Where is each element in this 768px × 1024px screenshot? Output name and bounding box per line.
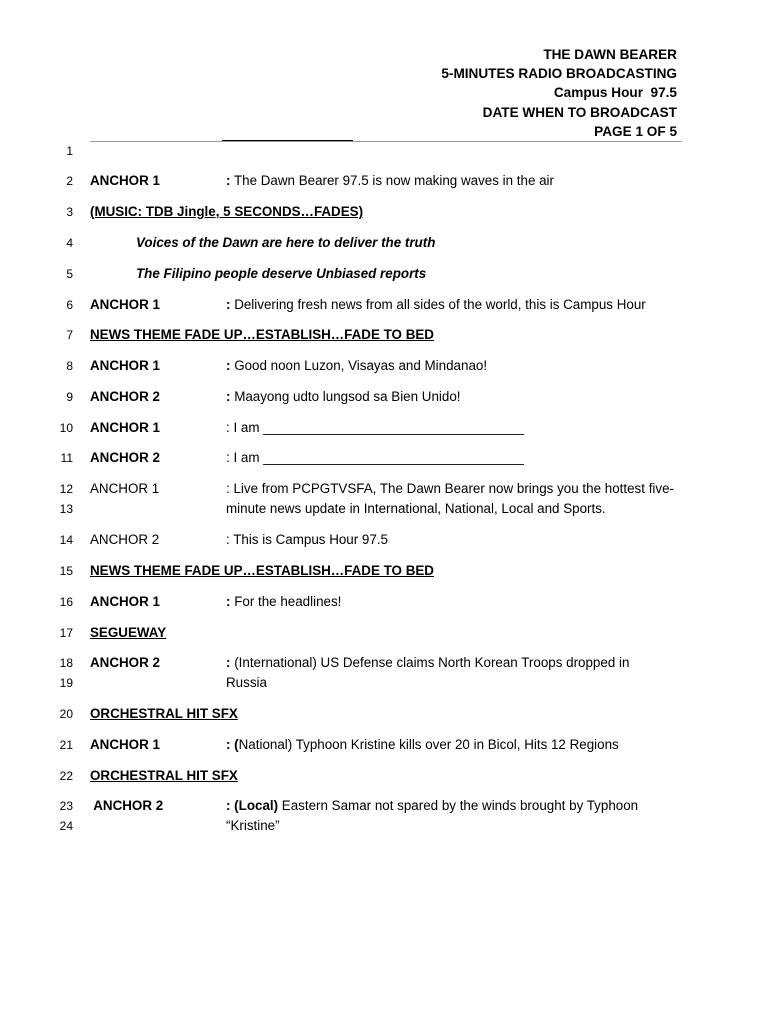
speaker-label: ANCHOR 1	[90, 737, 160, 752]
production-cue: SEGUEWAY	[90, 625, 167, 640]
dialogue-text: : I am ___________________________________	[226, 450, 524, 465]
line-number: 21	[59, 738, 73, 752]
production-cue: (MUSIC: TDB Jingle, 5 SECONDS…FADES)	[90, 204, 364, 219]
header-station: Campus Hour 97.5	[553, 85, 677, 101]
dialogue-text: : Good noon Luzon, Visayas and Mindanao!	[226, 358, 488, 373]
line-number: 3	[66, 205, 73, 219]
production-cue: ORCHESTRAL HIT SFX	[90, 768, 238, 783]
speaker-label: ANCHOR 1	[90, 173, 160, 188]
header-page: PAGE 1 OF 5	[594, 123, 677, 139]
line-number: 11	[60, 451, 73, 465]
dialogue-text: : (International) US Defense claims North Korean Troops dropped in Russia	[226, 655, 634, 690]
line-number: 13	[59, 502, 73, 516]
header-rule-accent	[222, 140, 353, 141]
dialogue-text: : (National) Typhoon Kristine kills over 20 in Bicol, Hits 12 Regions	[226, 737, 619, 752]
script-row	[90, 202, 674, 222]
line-number: 14	[59, 533, 73, 547]
line-number: 15	[59, 564, 73, 578]
script-row	[90, 325, 674, 345]
line-number: 20	[59, 707, 73, 721]
speaker-label: ANCHOR 2	[90, 798, 164, 813]
line-number: 18	[59, 656, 73, 670]
speaker-label: ANCHOR 2	[90, 655, 160, 670]
header-date: DATE WHEN TO BROADCAST	[482, 104, 677, 120]
line-number: 1	[66, 144, 73, 158]
line-number: 6	[66, 298, 73, 312]
line-number: 9	[66, 390, 73, 404]
script-row	[90, 623, 674, 643]
line-number: 24	[59, 819, 73, 833]
line-number: 12	[59, 482, 73, 496]
speaker-label: ANCHOR 2	[90, 532, 160, 547]
dialogue-text: : This is Campus Hour 97.5	[226, 532, 388, 547]
script-row	[90, 561, 674, 581]
dialogue-text: : (Local) Eastern Samar not spared by the winds brought by Typhoon “Kristine”	[226, 798, 642, 833]
dialogue-text: : For the headlines!	[226, 594, 342, 609]
line-number: 7	[66, 328, 73, 342]
production-cue: ORCHESTRAL HIT SFX	[90, 706, 238, 721]
speaker-label: ANCHOR 1	[90, 420, 160, 435]
script-row	[90, 766, 674, 786]
line-number: 2	[66, 174, 73, 188]
production-cue: NEWS THEME FADE UP…ESTABLISH…FADE TO BED	[90, 563, 434, 578]
voice-over-line: Voices of the Dawn are here to deliver the truth	[136, 235, 436, 250]
line-number: 16	[59, 595, 73, 609]
dialogue-text: : Delivering fresh news from all sides of the world, this is Campus Hour	[226, 297, 646, 312]
line-number: 5	[66, 267, 73, 281]
voice-over-line: The Filipino people deserve Unbiased reports	[136, 266, 427, 281]
script-row	[90, 704, 674, 724]
line-number: 19	[59, 676, 73, 690]
speaker-label: ANCHOR 2	[90, 450, 160, 465]
line-number: 22	[59, 769, 73, 783]
line-number: 8	[66, 359, 73, 373]
line-number: 4	[66, 236, 73, 250]
dialogue-text: : I am ___________________________________	[226, 420, 524, 435]
speaker-label: ANCHOR 1	[90, 594, 160, 609]
speaker-label: ANCHOR 2	[90, 389, 160, 404]
line-number: 23	[59, 799, 73, 813]
dialogue-text: : Maayong udto lungsod sa Bien Unido!	[226, 389, 461, 404]
production-cue: NEWS THEME FADE UP…ESTABLISH…FADE TO BED	[90, 327, 434, 342]
line-number: 10	[59, 421, 73, 435]
speaker-label: ANCHOR 1	[90, 481, 160, 496]
script-header	[441, 45, 677, 141]
speaker-label: ANCHOR 1	[90, 297, 160, 312]
dialogue-text: : The Dawn Bearer 97.5 is now making waves in the air	[226, 173, 554, 188]
line-number: 17	[59, 626, 73, 640]
dialogue-text: : Live from PCPGTVSFA, The Dawn Bearer now brings you the hottest five-minute news update in International, National, Local and Sports.	[226, 481, 674, 516]
speaker-label: ANCHOR 1	[90, 358, 160, 373]
header-program: 5-MINUTES RADIO BROADCASTING	[441, 66, 677, 82]
header-rule	[90, 141, 682, 142]
header-title: THE DAWN BEARER	[543, 47, 677, 62]
